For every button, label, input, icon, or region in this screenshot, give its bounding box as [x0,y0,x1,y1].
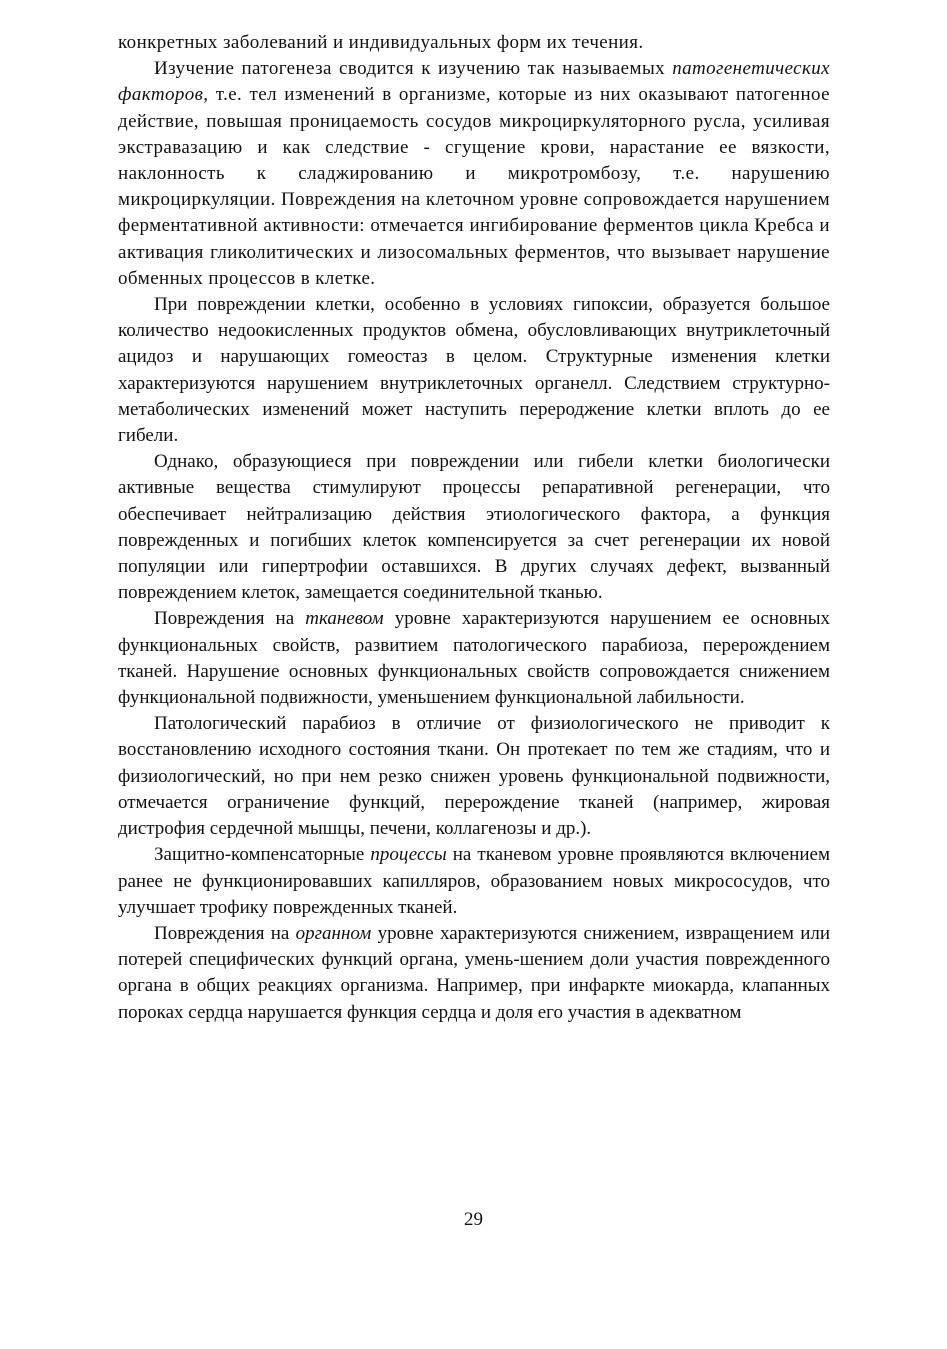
text-run: уровне характеризуются нарушением ее основных функциональных свойств, развитием патологического парабиоза, перерождением тканей. Нарушение основных функциональных свойств сопровождается снижением функциональной подвижности, уменьшением функциональной лабильности. [118,608,831,709]
italic-term: процессы [370,844,447,866]
page-body [118,30,830,1026]
text-run: Повреждения на [154,922,296,944]
text-run: конкретных заболеваний и индивидуальных форм их течения. [118,32,644,53]
text-run: При повреждении клетки, особенно в условиях гипоксии, образуется большое количество недоокисленных продуктов обмена, обусловливающих внутриклеточный ацидоз и нарушающих гомеостаз в целом. Структурные изменения клетки характеризуются нарушением внутриклеточных органелл. Следствием структурно-метаболических изменений может наступить перероджение клетки вплоть до ее гибели. [118,294,830,447]
paragraph-3 [118,292,830,449]
paragraph-8 [118,921,830,1026]
paragraph-5 [118,606,830,711]
text-run: Повреждения на [154,608,306,630]
text-run: Патологический парабиоз в отличие от физиологического не приводит к восстановлению исходного состояния ткани. Он протекает по тем же стадиям, что и физиологический, но при нем резко снижен уровень функциональной подвижности, отмечается ограничение функций, перерождение тканей (например, жировая дистрофия сердечной мышцы, печени, коллагенозы и др.). [118,713,830,840]
text-run: Изучение патогенеза сводится к изучению так называемых [154,58,673,80]
text-run: уровне характеризуются снижением, извращением или потерей специфических функций органа, умень-шением доли участия поврежденного органа в общих реакциях организма. Например, при инфаркте миокарда, клапанных пороках сердца нарушается функция сердца и доля его участия в адекватном [118,922,831,1023]
paragraph-4 [118,449,830,606]
text-run: , т.е. тел изменений в организме, которые из них оказывают патогенное действие, повышая проницаемость сосудов микроциркуляторного русла, усиливая экстравазацию и как следствие - сгущение крови, нарастание ее вязкости, наклонность к сладжированию и микротромбозу, т.е. нарушению микроциркуляции. Повреждения на клеточном уровне сопровождается нарушением ферментативной активности: отмечается ингибирование ферментов цикла Кребса и активация гликолитических и лизосомальных ферментов, что вызывает нарушение обменных процессов в клетке. [118,84,830,289]
paragraph-1 [118,30,830,56]
text-run: Однако, образующиеся при повреждении или гибели клетки биологически активные вещества стимулируют процессы репаративной регенерации, что обеспечивает нейтрализацию действия этиологического фактора, а функция поврежденных и погибших клеток компенсируется за счет регенерации их новой популяции или гипертрофии оставшихся. В других случаях дефект, вызванный повреждением клеток, замещается соединительной тканью. [118,451,830,604]
italic-term: тканевом [305,608,384,630]
italic-term: органном [295,922,372,944]
text-run: на тканевом уровне проявляются включением ранее не функционировавших капилляров, образованием новых микрососудов, что улучшает трофику поврежденных тканей. [118,844,830,918]
paragraph-6 [118,711,830,842]
page-number: 29 [464,1209,483,1230]
paragraph-7 [118,842,830,921]
text-run: Защитно-компенсаторные [154,844,371,866]
italic-term: патогенетических факторов [118,58,830,106]
paragraph-2 [118,56,830,292]
